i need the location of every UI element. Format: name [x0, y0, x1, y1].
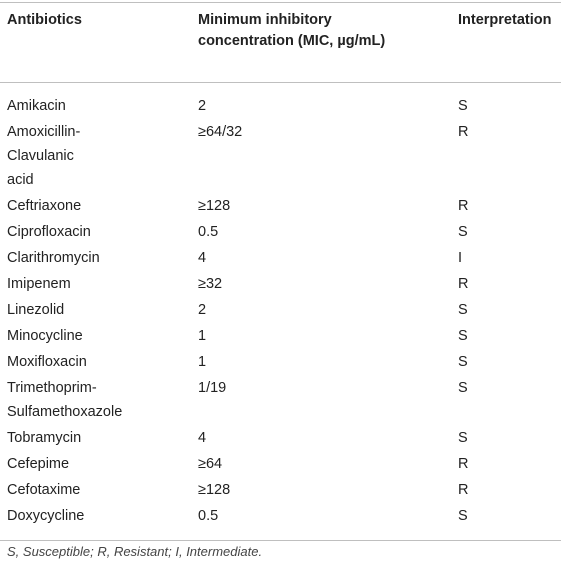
mic-cell: 2	[198, 98, 207, 114]
antibiotic-cell: Imipenem	[7, 276, 71, 292]
table-header	[0, 10, 561, 80]
antibiotic-cell: Minocycline	[7, 328, 83, 344]
antibiotic-cell: Doxycycline	[7, 508, 85, 524]
mic-cell: ≥128	[198, 198, 231, 214]
mic-cell: ≥32	[198, 276, 223, 292]
mic-cell: 2	[198, 302, 207, 318]
interpretation-cell: R	[458, 482, 469, 498]
table-row	[0, 376, 561, 426]
table-row	[0, 246, 561, 272]
header-interpretation: Interpretation	[458, 12, 552, 28]
interpretation-cell: S	[458, 354, 468, 370]
header-rule	[0, 82, 561, 83]
table-footnote: S, Susceptible; R, Resistant; I, Intermediate.	[7, 544, 263, 559]
table-row	[0, 94, 561, 120]
mic-cell: 1	[198, 354, 207, 370]
antibiotic-cell: Tobramycin	[7, 430, 82, 446]
antibiotic-cell: Amoxicillin- Clavulanic acid	[7, 124, 81, 188]
mic-cell: 0.5	[198, 508, 219, 524]
interpretation-cell: S	[458, 224, 468, 240]
table-row	[0, 426, 561, 452]
antibiotic-cell: Linezolid	[7, 302, 65, 318]
interpretation-cell: S	[458, 380, 468, 396]
interpretation-cell: I	[458, 250, 463, 266]
header-mic: Minimum inhibitory concentration (MIC, µg/mL)	[198, 12, 386, 49]
antibiotic-cell: Ciprofloxacin	[7, 224, 91, 240]
mic-cell: 1/19	[198, 380, 227, 396]
mic-cell: 4	[198, 250, 207, 266]
antibiotic-cell: Cefepime	[7, 456, 70, 472]
table-row	[0, 504, 561, 530]
table-body	[0, 94, 561, 530]
antibiotic-cell: Trimethoprim- Sulfamethoxazole	[7, 380, 123, 420]
mic-cell: ≥64/32	[198, 124, 243, 140]
interpretation-cell: R	[458, 456, 469, 472]
top-rule	[0, 2, 561, 3]
mic-cell: 1	[198, 328, 207, 344]
bottom-rule	[0, 540, 561, 541]
interpretation-cell: S	[458, 302, 468, 318]
table-row	[0, 272, 561, 298]
table-row	[0, 220, 561, 246]
header-antibiotics: Antibiotics	[7, 12, 82, 28]
antibiotic-cell: Amikacin	[7, 98, 66, 114]
table-row	[0, 324, 561, 350]
mic-cell: 0.5	[198, 224, 219, 240]
table-row	[0, 298, 561, 324]
interpretation-cell: R	[458, 124, 469, 140]
mic-cell: ≥128	[198, 482, 231, 498]
interpretation-cell: R	[458, 276, 469, 292]
table-row	[0, 194, 561, 220]
table-row	[0, 350, 561, 376]
antibiotic-cell: Cefotaxime	[7, 482, 81, 498]
table-row	[0, 452, 561, 478]
interpretation-cell: S	[458, 508, 468, 524]
interpretation-cell: S	[458, 98, 468, 114]
interpretation-cell: S	[458, 430, 468, 446]
antibiotic-cell: Clarithromycin	[7, 250, 100, 266]
interpretation-cell: R	[458, 198, 469, 214]
mic-cell: 4	[198, 430, 207, 446]
antibiotic-cell: Moxifloxacin	[7, 354, 87, 370]
interpretation-cell: S	[458, 328, 468, 344]
antibiotic-cell: Ceftriaxone	[7, 198, 82, 214]
mic-cell: ≥64	[198, 456, 223, 472]
table-row	[0, 120, 561, 194]
table-row	[0, 478, 561, 504]
